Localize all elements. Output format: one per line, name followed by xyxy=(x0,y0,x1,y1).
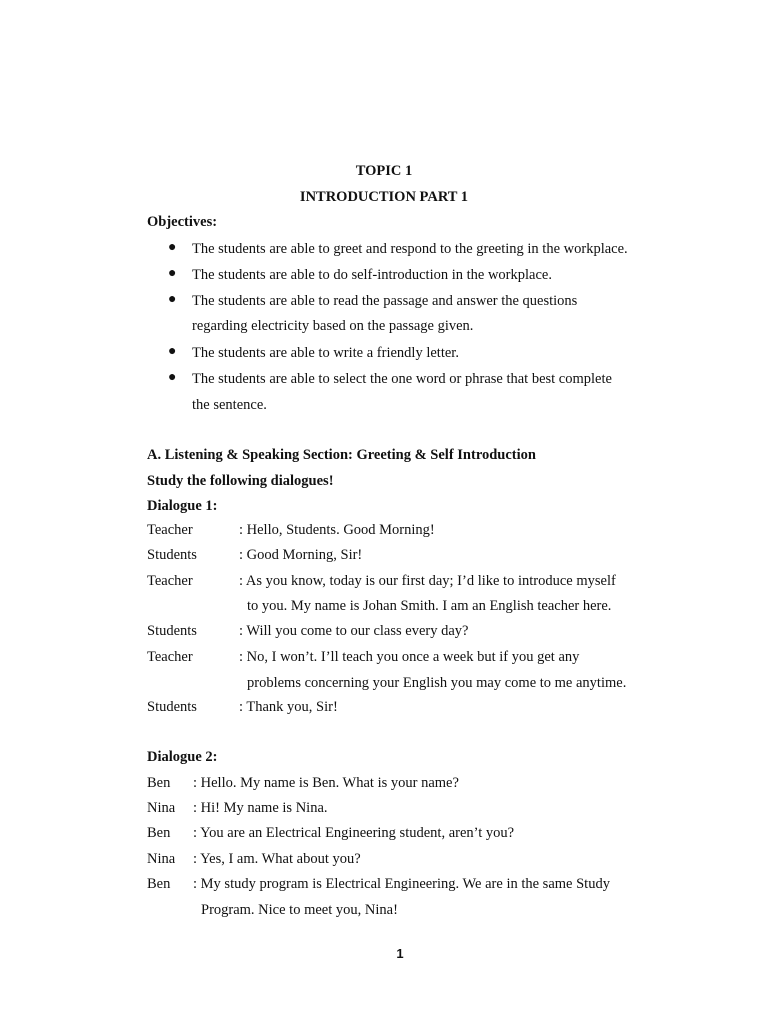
speech-text: : Good Morning, Sir! xyxy=(239,547,363,563)
speaker-name: Teacher xyxy=(147,573,193,589)
section-a-heading: A. Listening & Speaking Section: Greeting & Self Introduction xyxy=(147,447,536,463)
speaker-name: Nina xyxy=(147,800,176,816)
objective-text-cont: regarding electricity based on the passage given. xyxy=(192,318,474,334)
topic-label: TOPIC 1 xyxy=(355,163,413,179)
section-a-instruction: Study the following dialogues! xyxy=(147,473,334,489)
speaker-name: Students xyxy=(147,547,197,563)
dialogue-2-heading: Dialogue 2: xyxy=(147,749,218,765)
dialogue-1-heading: Dialogue 1: xyxy=(147,498,218,514)
page-title: INTRODUCTION PART 1 xyxy=(299,189,469,205)
bullet-icon: ● xyxy=(168,370,177,385)
bullet-icon: ● xyxy=(168,266,177,281)
objective-text: The students are able to write a friendly letter. xyxy=(192,345,459,361)
speaker-name: Students xyxy=(147,623,197,639)
speech-text-cont: problems concerning your English you may come to me anytime. xyxy=(247,675,627,691)
page-number: 1 xyxy=(396,946,404,961)
objective-text: The students are able to read the passage and answer the questions xyxy=(192,293,578,309)
speech-text: : Hello, Students. Good Morning! xyxy=(239,522,435,538)
speech-text: : Thank you, Sir! xyxy=(239,699,338,715)
objective-text: The students are able to select the one word or phrase that best complete xyxy=(192,371,612,387)
bullet-icon: ● xyxy=(168,292,177,307)
objective-text: The students are able to greet and respond to the greeting in the workplace. xyxy=(192,241,628,257)
speech-text: : No, I won’t. I’ll teach you once a week but if you get any xyxy=(239,649,580,665)
speech-text: : Hello. My name is Ben. What is your name? xyxy=(193,775,459,791)
speaker-name: Ben xyxy=(147,825,171,841)
speech-text-cont: Program. Nice to meet you, Nina! xyxy=(201,902,398,918)
speaker-name: Teacher xyxy=(147,649,193,665)
objective-text: The students are able to do self-introduction in the workplace. xyxy=(192,267,552,283)
speech-text: : My study program is Electrical Engineering. We are in the same Study xyxy=(193,876,610,892)
bullet-icon: ● xyxy=(168,344,177,359)
speaker-name: Ben xyxy=(147,775,171,791)
speech-text: : Will you come to our class every day? xyxy=(239,623,469,639)
speaker-name: Teacher xyxy=(147,522,193,538)
speech-text-cont: to you. My name is Johan Smith. I am an English teacher here. xyxy=(247,598,612,614)
objective-text-cont: the sentence. xyxy=(192,397,267,413)
speaker-name: Students xyxy=(147,699,197,715)
speech-text: : Yes, I am. What about you? xyxy=(193,851,361,867)
speech-text: : As you know, today is our first day; I’d like to introduce myself xyxy=(239,573,616,589)
speaker-name: Ben xyxy=(147,876,171,892)
speech-text: : Hi! My name is Nina. xyxy=(193,800,328,816)
speech-text: : You are an Electrical Engineering student, aren’t you? xyxy=(193,825,515,841)
objectives-heading: Objectives: xyxy=(147,214,218,230)
speaker-name: Nina xyxy=(147,851,176,867)
bullet-icon: ● xyxy=(168,240,177,255)
